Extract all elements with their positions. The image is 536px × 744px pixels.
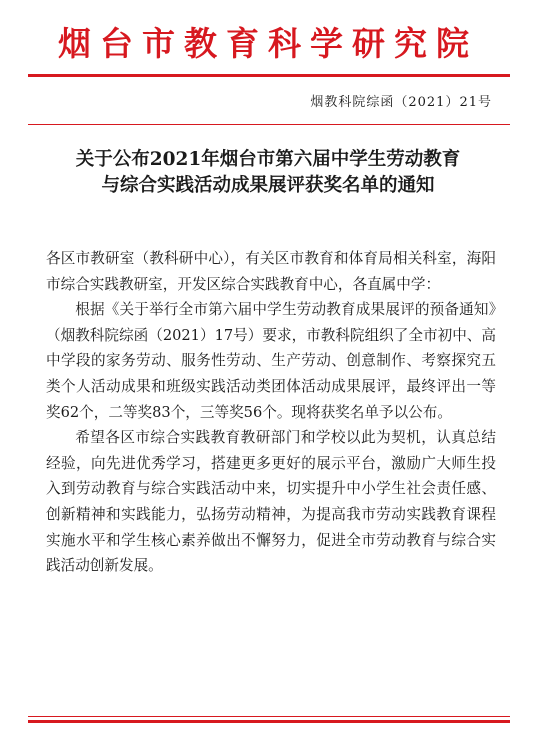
body-paragraph-2: 希望各区市综合实践教育教研部门和学校以此为契机，认真总结经验，向先进优秀学习，搭建更多更好的展示平台，激励广大师生投入到劳动教育与综合实践活动中来，切实提升中小学生社会责任感、创新精神和实践能力，弘扬劳动精神，为提高我市劳动实践教育课程实施水平和学生核心素养做出不懈努力，促进全市劳动教育与综合实践活动创新发展。	[46, 429, 496, 575]
document-title	[30, 147, 506, 199]
salutation: 各区市教研室（教科研中心），有关区市教育和体育局相关科室，海阳市综合实践教研室，开发区综合实践教育中心，各直属中学：	[46, 250, 496, 293]
title-line-1: 关于公布2021年烟台市第六届中学生劳动教育	[75, 149, 461, 170]
footer-rule-thick	[28, 720, 510, 723]
body-paragraph-1: 根据《关于举行全市第六届中学生劳动教育成果展评的预备通知》（烟教科院综函（2021）17号）要求，市教科院组织了全市初中、高中学段的家务劳动、服务性劳动、生产劳动、创意制作、考察探究五类个人活动成果和班级实践活动类团体活动成果展评，最终评出一等奖62个，二等奖83个，三等奖56个。现将获奖名单予以公布。	[46, 301, 496, 421]
header-rule	[28, 124, 510, 125]
footer-rule-thin	[28, 716, 510, 717]
masthead-rule-top	[28, 74, 510, 77]
title-line-2: 与综合实践活动成果展评获奖名单的通知	[101, 175, 435, 196]
document-number: 烟教科院综函（2021）21号	[310, 95, 492, 110]
document-body	[46, 246, 496, 579]
masthead-organization: 烟台市教育科学研究院	[58, 24, 478, 63]
